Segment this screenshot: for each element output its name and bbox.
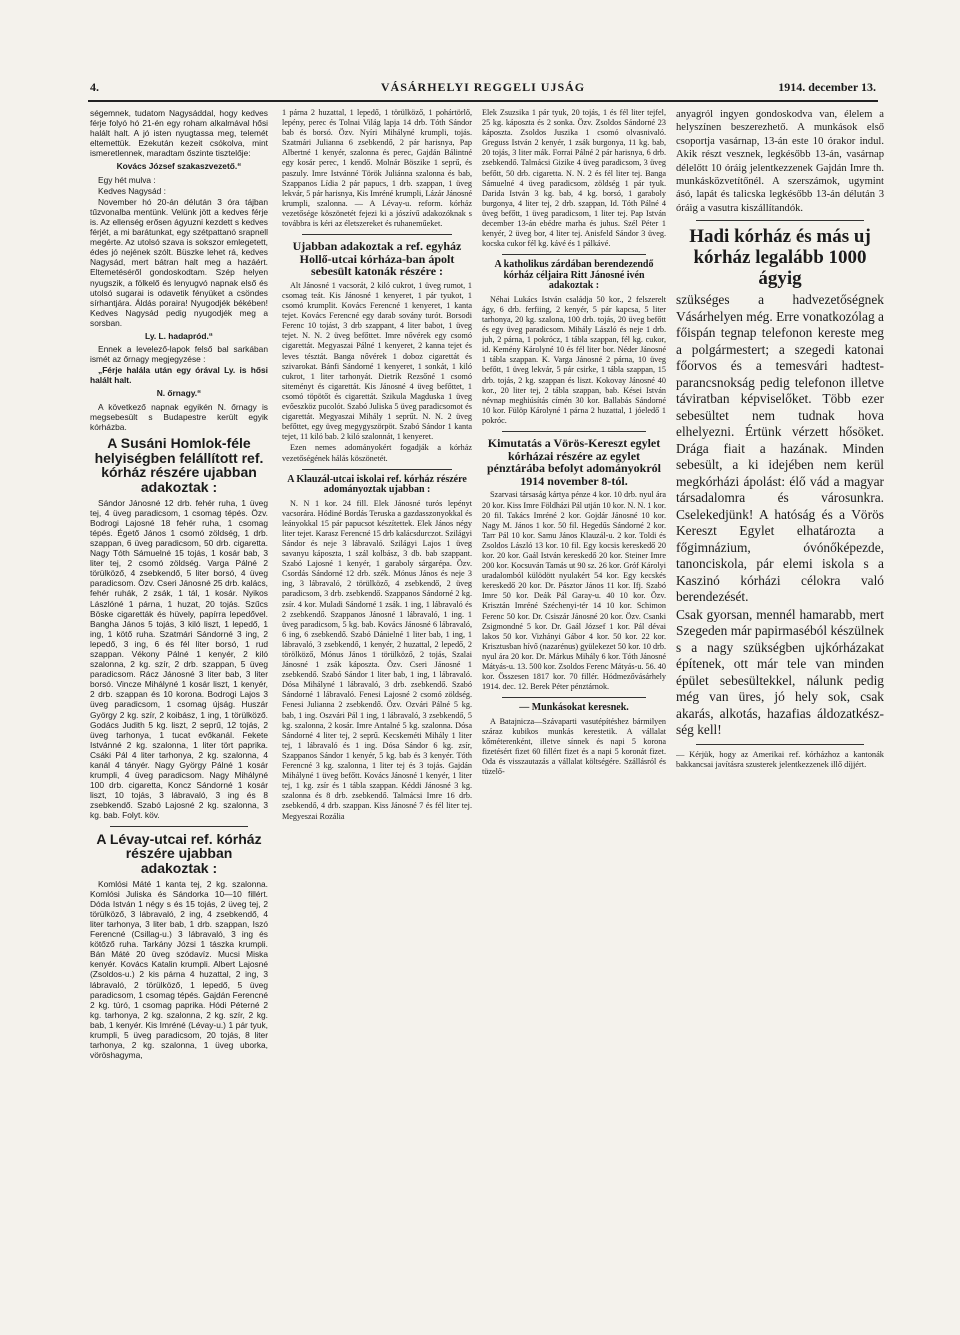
voros-kereszt-heading: Kimutatás a Vörös-Kereszt egylet kórházai részére az egylet pénztárába befolyt adományokról 1914 november 8-tól. — [487, 436, 661, 488]
divider — [502, 254, 646, 255]
divider — [696, 744, 864, 745]
klauzal-heading: A Klauzál-utcai iskolai ref. kórház részére adományoztak ujabban : — [287, 473, 467, 496]
writer-signature: N. őrnagy.“ — [156, 388, 202, 399]
closing-text: A következő napnak egyikén N. őrnagy is megsebesült s Budapestre került egyik kórházba. — [90, 401, 268, 432]
letter-greeting: Egy hét mulva : — [98, 174, 156, 185]
catholic-text: Néhai Lukács István családja 50 kor., 2 felszerelt ágy, 6 drb. ferfiing, 2 kenyér, 5 pár kapcsa, 5 liter tarhonya, 20 kg. szalona, 100 drb. tojás, 20 üveg befőtt és egy üveg paradicsom. Mihály László és neje 1 drb. juh, 2 párna, 1 pokrócz, 1 tábla szappan, fél kg. cukor, id. Kemény Károlyné 10 és fél liter bor. Néder Jánosné 1 tábla szappan. K. Varga Jánosné 2 párna, 10 üveg befőtt, 1 üveg lekvár, 5 pár csirke, 1 tábla szappan, 15 drb. tojás, 2 kg. szappan és liszt. Kokovay Jánosné 40 kor., 20 liter tej, 2 tábla szappan, bab. Kései István névnap meghiúsítás címén 30 kor. Ballabás Sándorné 10 kor. Fülöp Károlyné 1 párna 2 huzattal, 1 jóeledő 1 pokróc. — [482, 294, 666, 425]
levay-heading: A Lévay-utcai ref. kórház részére ujabban adakoztak : — [96, 830, 262, 876]
hadi-korhaz-heading: Hadi kórház és más uj kórház legalább 1000 ágyig — [689, 226, 871, 290]
hadi-korhaz-text: szükséges a hadvezetőségnek Vásárhelyen még. Erre vonatkozólag a főispán tegnap telefonon kereste meg a polgármestert; a szegedi katonai főorvos és a temesvári hadtest-parancsnokság pedig telefonon illetve táviratban képviselőket. Több ezer sebesültet nem tudnak hova elhelyezni. Értünk vérzett hősöket. Drága fiait a hazának. Minden sebesült, a ki idejében nem kerül megkórházi ápolást: élő vád a magyar társadalomra és városunkra. Cselekedjünk! A hatóság és a Vörös Kereszt Egylet elhatározta a főgimnázium, óvónőképezde, tanonciskola, pár elemi iskola s a Kaszinó kórházi célokra való berendezését. — [676, 292, 884, 605]
col2-top-text: 1 párna 2 huzattal, 1 lepedő, 1 törülköző, 1 pohártörlő, lepény, perec és Tolnai Világ lapja 14 drb. Tóth Sándor bab és borsó. Özv. Nyíri Mihályné krumpli, tojás. Szatmári Julianna 6 zsebkendő, 2 pár harisnya, Pap Albertné 1 kenyér, szalonna és perec, Gajdán Bálintné egy kosár perec, 1 kendő. Molnár Böszike 1 seprű, és paszuly. Imre Istvánné Török Juliánna szalonna és bab, Szappanos Lídia 2 pár papucs, 1 drb. szappan, 1 üveg lekvár, 5 pár harisnya, Kis Imréné krumpli, Lázár Jánosné krumpli, szalonna. — A Lévay-u. reform. kórház vezetősége köszönetét fejezi ki a jószívű adakozóknak s továbbra is kéri az életszereket és ruhaneműeket. — [282, 108, 472, 229]
masthead — [88, 80, 878, 102]
letter-text: November hó 20-án délután 3 óra tájban tűzvonalba mentünk. Velünk jött a kedves férje is. Az ellenség erősen ágyuzni kezdett s kedves férjét, a mi barátunkat, egy szétpattanó srapnell megérte. Az utolsó szava is sokszor emlegetett, édes jó nejének szólt. Büszke lehet rá, kedves Nagysád, mert bátran halt meg a hazáért. Eltemetéséről gondoskodtam. Szép helyen nyugszik, a fölkelő és lenyugvó napnak első és utolsó sugarai is odavetik fényüket a csöndes sírhantjára. Áldás poraira! Nyugodjék békében! Kedves Nagysád pedig nyugodjék meg a sorsban. — [90, 196, 268, 328]
divider — [696, 220, 864, 221]
column-1 — [90, 108, 268, 1323]
column-4 — [676, 108, 884, 1323]
divider — [502, 431, 646, 432]
divider — [302, 234, 452, 235]
newspaper-title: VÁSÁRHELYI REGGELI UJSÁG — [380, 80, 586, 94]
hollo-thanks: Ezen nemes adományokért fogadják a kórház vezetőségének hálás köszönetét. — [282, 443, 472, 463]
column-2 — [282, 108, 472, 1323]
klauzal-text: N. N 1 kor. 24 fill. Elek Jánosné turós lepényt vacsorára. Hódiné Bordás Teruska a gazdasszonyokkal és leányokkal 15 pár papucsot készítettek. Elek János négy liter tejet. Karasz Ferencné 15 drb kalácsdurczot. Szilágyi Sándor és neje 3 lábravaló. Szilágyi Lajos 1 üveg savanyu káposzta, 1 szál kolbász, 3 db. bab szappant. Szabó Lajosné 1 kenyér, 1 garaboly sárgarépa. Özv. Csordás Sándorné 12 drb. szék. Mónus János és neje 3 ing, 3 lábravaló, 2 törülköző, 4 zsebkendő, 2 üveg paradicsom, 3 drb. zsebkendő. Szappanos Sándorné 2 kg. zsír. 4 kor. Muladi Sándorné 1 zsák. 1 ing, 1 lábravaló és 2 zsebkendő. Szappanos Jánosné 1 lábravaló, 1 ing. 1 üveg paradicsom, 5 kg. bab. Kovács Jánosné 6 lábravaló, 6 ing, 6 zsebkendő. Szabó Dánielné 1 liter bab, 1 ing, 1 lábravaló, 3 zsebkendő, 1 kenyér, 2 huzattal, 2 lepedő, 2 törölköző, Mónus János 1 törülköző, 2 tojás, Szalai Jánosné 1 zsák káposzta. Özv. Cseri Jánosné 1 zsebkendő. Szabó Sándor 1 liter bab, 1 ing, 1 lábravaló. Dósa Mihályné 1 lábravaló, 3 drb. zsebkendő. Szabó Sándorné 1 lábravaló. Fenesi Lajosné 2 csomó zöldség. Fenesi Julianna 2 zsebkendő. Özv. Ozvári Pálné 5 kg. bab, 1 ing. Oszvári Pál 1 ing, 1 lábravaló, 3 zsebkendő, 5 kg. szalonna, 2 kosár. Imre Antalné 5 kg. szalonna. Dósa Sándorné 4 liter tej, 2 seprű. Kecskeméti Mihály 1 liter tej, 1 lábravaló és 1 ing. Dósa Sándor 6 kg. zsír, Szappanos Sándor 1 kenyér, 5 kg. bab és 3 kenyér. Tóth Ferencné 3 kg. szalonna, 1 liter tej és 3 tojás. Gajdán Mihályné 1 üveg befőtt. Kovács Jánosné 1 kenyér, 1 liter tej, 1 kg. zsír és 1 tábla szappan. Kéddi Jánosné 3 kg. szalonna és 8 drb. zsebkendő. Talmácsi Imre 16 drb. zsebkendő, 4 drb. szappan. Kiss Jánosné 7 és fél liter tej. Megyeszai Rozália — [282, 498, 472, 821]
col4-top-text: anyagról ingyen gondoskodva van, élelem a helyszínen beszerezhető. A munkások első csoportja vasárnap, 13-án este 10 órakor indul. Akik részt vesznek, legkésőbb 13-án, vasárnap délelőtt 10 óráig jelentkezzenek Gajdán Imre th. munkásközvetítőnél. A szerszámok, ugymint ásó, lapát és talicska legkésőbb 13-án délután 3 óráig a vasutra kiszállítandók. — [676, 109, 884, 214]
writer-quote: „Férje halála után egy órával Ly. is hősi halált halt. — [90, 365, 268, 386]
amerikai-korhaz-text: — Kérjük, hogy az Amerikai ref. kórházhoz a kantonák bakkancsai javításra szusterek jelentkezzenek illő díjjért. — [676, 749, 884, 769]
hollo-text: Alt Jánosné 1 vacsorát, 2 kiló cukrot, 1 üveg rumot, 1 csomag teát. Kis Jánosné 1 kenyeret, 1 pár tyukot, 1 csomó krumplit. Kovács Ferencné 1 kenyeret, 1 kanta tejet. Kovács Ferencné egy darab sovány turót. Borsodi Ferenc 10 tojást, 3 drb szappant, 4 liter babot, 1 üveg tejet. N. N. 2 üveg befőttet. Imre nővérek egy csomó cigarettát. Megyaszai Pálné 1 kenyeret, 2 kanna tejet és leves tésztát. Banga nővérek 1 doboz cigarettát és szivarokat. Bánfi Sándorné 1 kenyeret, 1 sonkát, 1 kiló cukrot, 1 liter tarhonyát. Dietrik Rezsőné 1 csomó siteményt és cigarettát. Kis Jánosné 4 üveg befőttet, 1 csomó töpötőt és cigarettát. Szikula Magduska 1 üveg evőeszköz pucolót. Szabó Juliska 5 üveg paradicsomot és cigarettát. Megyaszai Mihály 1 seprűt. N. N. 2 üveg befőttet, egy üveg megygyszörpöt. Szabó Sándor 1 kanta tejet, 11 kiló bab. 2 kiló szalonnát, 1 kenyeret. — [282, 280, 472, 442]
catholic-heading: A katholikus zárdában berendezendő kórház céljaira Ritt Jánosné ivén adakoztak : — [494, 259, 654, 292]
munkasok-heading: — Munkásokat keresnek. — [519, 702, 629, 714]
letter-signature: Ly. L. hadapród.“ — [145, 330, 213, 341]
column-3 — [482, 108, 666, 1323]
page-number: 4. — [90, 80, 99, 94]
writer-note: Ennek a levelező-lapok felső bal sarkában ismét az őrnagy megjegyzése : — [90, 344, 268, 365]
notice-text: ségemnek, tudatom Nagysáddal, hogy kedves férje folyó hó 21-én egy roham alkalmával hősi halált halt. A jó isten nyugtassa meg, telemét eltemettük. Ezekután kezeit csókolva, mint ismeretlennek, maradtam őszinte tisztelője: — [90, 108, 268, 159]
susani-text: Sándor Jánosné 12 drb. fehér ruha, 1 üveg tej, 4 üveg paradicsom, 1 csomag tépés. Özv. Bodrogi Lajosné 18 fehér ruha, 1 csomag tépés. Égető János 1 csomó zöldség, 1 drb. szappan, 6 üveg paradicsom, 50 drb. cigaretta. Nagy Tóth Sámuelné 15 tojás, 1 kosár bab, 3 liter tej, 2 csomó zöldség. Varga Pálné 2 törülköző, 4 zsebkendő, 5 liter borsó, 4 üveg paradicsom. Özv. Cseri Jánosné 25 drb. kalács, fehér ruhák, 2 zsák, 1 tál, 1 kosár. Nyikos Lászlóné 1 párna, 1 huzat, 20 tojás. Szűcs Böske cigaretták és hüvely, papírra lepedővel. Bangha János 5 tojás, 3 kiló liszt, 1 lepedő, 1 ing, 1 kötő ruha. Szatmári Sándorné 3 ing, 2 lepedő, 3 ing, 6 és fél liter borsó, 1 rud szappan. Vékony Pálné 1 kenyér, 2 kiló szalonna, 2 kg. szír, 2 drb. szappan, 5 üveg paradicsom. Rácz Jánosné 3 liter bab, 3 liter borsó. Vincze Mihályné 1 kosár liszt, 1 kenyér, 2 drb. szappan és 10 korona. Bodrogi Lajos 3 üveg paradicsom, 1 csomag újság. Huszár György 2 kg. szír, 2 koibász, 1 ing, 1 törülköző. Godács Judith 5 kg. liszt, 2 seprű, 12 tojás, 2 üveg tarhonya, 1 tucat evőkanál. Fekete Istvánné 2 kg. szalonna, 1 liter tört paprika. Csáki Pál 4 liter tarhonya, 2 kg. szalonna, 4 kanál 4 tányér. Nagy György Pálné 1 kosár krumpli, 4 üveg paradicsom. Nagy Mihályné 100 drb. cigaretta, Koncz Sándorné 1 kosár liszt, 10 tojás, 3 lábravaló, 3 ing és 8 zsebkendő. Szabó Lajosné 2 kg. szalonna, 3 kg. bab. Folyt. köv. — [90, 497, 268, 821]
munkasok-text: A Batajnicza—Szávaparti vasutépítéshez bármilyen száraz kubikos munkás kerestetik. A vállalat kőméterenként, illetve sínnek és napi 5 korona fizetésért fizet 60 fillért fizet és a napi 5 koronát fizet. Oda és visszautazás a vállalat költségére. Szállásról és tüzelő- — [482, 716, 666, 777]
notice-signature: Kovács József szakaszvezető.“ — [116, 161, 242, 172]
divider — [302, 469, 452, 470]
divider — [502, 697, 646, 698]
susani-heading: A Susáni Homlok-féle helyiségben felállított ref. kórház részére ujabban adakoztak : — [94, 434, 264, 495]
letter-salute: Kedves Nagysád : — [98, 185, 166, 196]
col3-top-text: Elek Zsuzsika 1 pár tyuk, 20 tojás, 1 és fél liter tejfel, 25 kg. káposzta és 2 sonka. Özv. Zsoldos Sándorné 23 káposzta. Zsoldos Juszika 1 csomó olvasnivaló. Greguss István 2 kenyér, 1 zsák burgonya, 11 kg. bab, 20 tojás, 3 liter mák. Forrai Pálné 2 pár harisnya, 6 drb. zsebkendő. Talmácsi Gizike 4 üveg paradicsom, 3 üveg befőtt, 50 drb. cigaretta. N. N. 2 és fél liter tej. Banga Sámuelné 4 üveg paradicsom, zöldség 1 pár tyuk. Darida István 3 kg. bab, 4 kg. borsó, 1 garaboly burgonya, 4 liter tej, 2 drb. szappan, Id. Tóth Pálné 4 üveg befőtt, 1 üveg paradicsom, 1 liter tej. Pap István december 13-án ebédre marha és juhus. Szél Péter 1 kenyér, 2 üveg bor, 4 liter tej. Anisfeld Sándor 3 üveg. kocska cukor fél kg. kávé és 1 pálkávé. — [482, 108, 666, 249]
papirmase-text: Csak gyorsan, mennél hamarabb, mert Szegeden már papirmaséból készülnek s a nagy szükségben ujkórházakat építenek, ott már tele van minden épület sebesültekkel, nálunk pedig még van üres, jó hely sok, csak akarás, alkotás, hazafias áldozatkészség kell! — [676, 606, 884, 738]
divider — [110, 826, 248, 827]
issue-date: 1914. december 13. — [778, 80, 876, 94]
hollo-heading: Ujabban adakoztak a ref. egyház Hollő-utcai kórháza-ban ápolt sebesült katonák részére : — [292, 239, 462, 279]
voros-kereszt-text: Szarvasi társaság kártya pénze 4 kor. 10 drb. nyul ára 20 kor. Kiss Imre Földházi Pál utján 10 kor. N. N. 1 kor. 20 fil. Takács Imréné 2 kor. Gojdár Jánosné 10 kor. Nagy M. János 1 kor. 50 fil. Hegedűs Sándorné 2 kor. Tarr Pál 10 kor. Samu János Klauzál-u. 2 kor. Toldi és Zsoldos László 13 kor. 10 fil. Egy kocsis kereskedő 20 kor. 20 kor. Gaál István kereskedő 20 kor. Steiner Imre 200 kor. Kocsuván Tamás ut 90 sz. 26 kor. Gróf Károlyi uradalomból külödött nyulakért 54 kor. Egy kecskés kereskedő 20 kor. Dr. Pásztor János 11 kor. Ifj. Szabó Imre 50 kor. Deák Pál Garay-u. 40 10 kor. Özv. Krisztán Imréné Széchenyi-tér 14 10 kor. Schimon Ferenc 50 kor. Dr. Csiszár Jánosné 20 kor. Özv. Csanki Zsigmondné 5 kor. Dr. Gaál József 1 kor. Pál dévai lakos 50 kor. Vizhányi Gábor 4 kor. 50 kor. 22 kor. Krisztusban hívő (nazarénus) gyülekezet 50 kor. 10 drb. nyul ára 20 kor. Dr. Márkus Mihály 6 kor. Tóth Jánosné Mátyás-u. 13. 500 kor. Zsoldos Ferenc Mátyás-u. 56. 40 kor. Összesen 1817 kor. 70 fillér. Hódmezővásárhely 1914. dec. 12. Berek Péter pénztárnok. — [482, 490, 666, 692]
levay-text: Komlósi Máté 1 kanta tej, 2 kg. szalonna. Komlósi Juliska és Sándorka 10—10 fillért. Dóda István 1 négy s és 15 tojás, 2 üveg tej, 2 törülköző, 3 lábravaló, 2 ing, 4 zsebkendő, 4 liter tarhonya, 3 liter bab, 1 drb. szappan, Iszó Ferencné (Csillag-u.) 3 lábravaló, 3 ing és kötőző ruha. Tarkány Józsi 1 tászka krumpli. Bán Máté 20 üveg szódavíz. Mucsi Miska kenyér. Kovács Katalin krumpli. Albert Lajosné (Zsoldos-u.) 2 kis párna 4 huzattal, 2 ing, 3 lábravaló, 2 törülköző, 1 lepedő, 5 üveg paradicsom, 1 csomag tépés. Gajdán Ferencné 2 kg. túró, 1 csomag paprika. Hódi Péterné 2 kg. tarhonya, 2 kg. szalonna, 2 kg. szír, 2 kg. bab, 1 kenyér. Kis Imréné (Lévay-u.) 1 pár tyuk, krumpli, 5 üveg paradicsom, 20 tojás, 8 liter tarhonya, 2 kg. szalonna, 1 üveg uborka, vöröshagyma, — [90, 878, 268, 1061]
